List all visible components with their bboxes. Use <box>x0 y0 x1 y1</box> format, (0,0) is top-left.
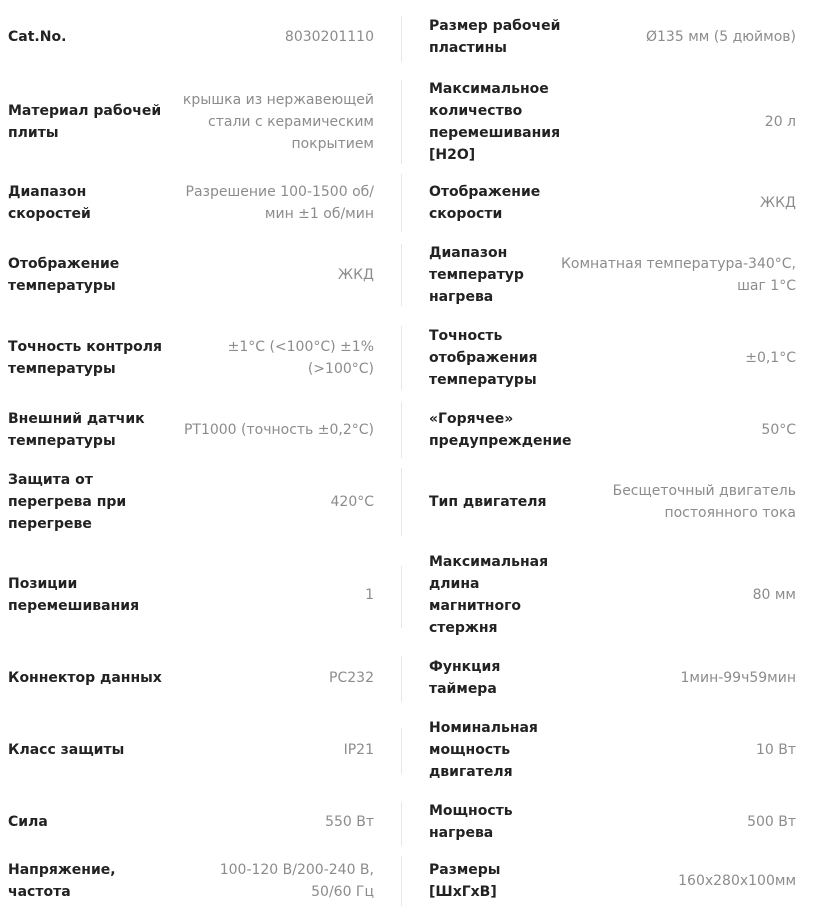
spec-label: Напряжение, частота <box>8 862 116 900</box>
spec-value: 8030201110 <box>284 29 374 45</box>
column-divider <box>401 244 402 306</box>
spec-value: 10 Вт <box>755 742 796 758</box>
spec-value: 420°С <box>330 494 374 510</box>
column-divider <box>401 326 402 390</box>
spec-label: Cat.No. <box>8 29 67 45</box>
spec-label: Класс защиты <box>8 742 125 758</box>
spec-value: 500 Вт <box>747 814 796 830</box>
spec-value: крышка из нержавеющей стали с керамическим покрытием <box>182 92 374 152</box>
spec-label: Диапазон температур нагрева <box>429 245 524 305</box>
spec-value: PT1000 (точность ±0,2°С) <box>183 422 374 438</box>
spec-label: Размер рабочей пластины <box>429 18 561 56</box>
column-divider <box>401 802 402 846</box>
column-divider <box>401 468 402 536</box>
column-divider <box>401 656 402 702</box>
spec-row-6 <box>0 400 827 460</box>
spec-row-11 <box>0 796 827 848</box>
spec-row-4 <box>0 242 827 308</box>
spec-label: Мощность нагрева <box>429 803 513 841</box>
spec-label: Отображение температуры <box>8 256 120 294</box>
spec-label: Защита от перегрева при перегреве <box>8 472 127 532</box>
spec-value: ЖКД <box>338 267 374 283</box>
spec-label: Точность контроля температуры <box>8 339 162 377</box>
spec-value: 160х280х100мм <box>678 873 796 889</box>
spec-label: Функция таймера <box>429 659 501 697</box>
spec-value: IP21 <box>343 742 374 758</box>
spec-value: Комнатная температура-340°С, шаг 1°С <box>560 256 796 294</box>
column-divider <box>401 80 402 164</box>
spec-row-10 <box>0 714 827 786</box>
spec-value: Ø135 мм (5 дюймов) <box>646 29 796 45</box>
spec-row-5 <box>0 324 827 392</box>
spec-value: 50°С <box>761 422 796 438</box>
spec-label: Сила <box>8 814 48 830</box>
spec-label: Диапазон скоростей <box>8 184 91 222</box>
spec-value: ±1°С (<100°С) ±1% (>100°С) <box>227 339 374 377</box>
spec-value: 80 мм <box>752 587 796 603</box>
spec-row-8 <box>0 548 827 642</box>
spec-row-2 <box>0 74 827 170</box>
spec-label: Отображение скорости <box>429 184 541 222</box>
column-divider <box>401 16 402 62</box>
spec-value: 20 л <box>764 114 796 130</box>
spec-label: Максимальное количество перемешивания [H2O] <box>429 81 561 163</box>
spec-row-1 <box>0 10 827 64</box>
spec-row-3 <box>0 172 827 234</box>
spec-value: 550 Вт <box>325 814 374 830</box>
column-divider <box>401 728 402 774</box>
spec-row-7 <box>0 466 827 538</box>
spec-label: Номинальная мощность двигателя <box>429 720 538 780</box>
spec-label: Позиции перемешивания <box>8 576 140 614</box>
spec-label: Тип двигателя <box>429 494 547 510</box>
spec-label: Точность отображения температуры <box>429 328 538 388</box>
column-divider <box>401 566 402 628</box>
spec-label: Материал рабочей плиты <box>8 103 162 141</box>
spec-row-12 <box>0 856 827 906</box>
spec-value: PC232 <box>329 670 374 686</box>
spec-row-9 <box>0 652 827 704</box>
spec-label: Внешний датчик температуры <box>8 411 145 449</box>
spec-value: 1 <box>365 587 374 603</box>
spec-label: «Горячее» предупреждение <box>429 411 572 449</box>
spec-value: ±0,1°С <box>745 350 796 366</box>
spec-label: Максимальная длина магнитного стержня <box>429 554 549 636</box>
spec-value: ЖКД <box>760 195 796 211</box>
column-divider <box>401 402 402 458</box>
spec-value: 1мин-99ч59мин <box>680 670 796 686</box>
spec-value: Разрешение 100-1500 об/мин ±1 об/мин <box>185 184 374 222</box>
spec-value: 100-120 В/200-240 В, 50/60 Гц <box>219 862 374 900</box>
spec-label: Коннектор данных <box>8 670 162 686</box>
spec-value: Бесщеточный двигатель постоянного тока <box>612 483 796 521</box>
column-divider <box>401 174 402 232</box>
spec-label: Размеры [ШхГхВ] <box>429 862 501 900</box>
column-divider <box>401 856 402 906</box>
